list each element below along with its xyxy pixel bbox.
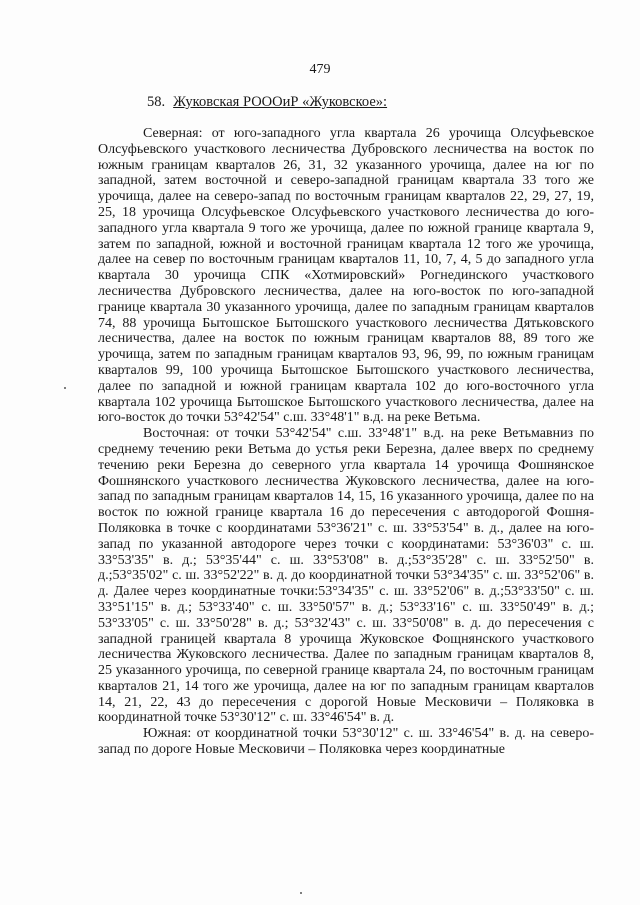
scan-speck	[64, 387, 66, 389]
paragraph-label: Восточная:	[143, 426, 210, 442]
page-number: 479	[309, 62, 331, 77]
section-heading	[147, 94, 387, 111]
scan-speck	[300, 892, 302, 894]
paragraph-north	[98, 126, 594, 426]
paragraph-text: от точки 53°42'54" с.ш. 33°48'1" в.д. на реке Ветьмавниз по среднему течению реки Ветьма до устья реки Березна, далее вверх по среднему течению реки Березна до северного угла квартала 14 урочища Фошнянское Фошнянского участкового лесничества Жуковского лесничества, далее на юго-запад по западным границам кварталов 14, 15, 16 указанного урочища, далее по на восток по южной границе квартала 16 до пересечения с автодорогой Фошня-Поляковка в точке с координатами 53°36'21" с. ш. 33°53'54" в. д., далее на юго-запад по указанной автодороге через точки с координатами: 53°36'03" с. ш. 33°53'35" в. д.; 53°35'44" с. ш. 33°53'08" в. д.;53°35'28" с. ш. 33°52'50" в. д.;53°35'02" с. ш. 33°52'22" в. д. до координатной точки 53°34'35" с. ш. 33°52'06" в. д. Далее через координатные точки:53°34'35" с. ш. 33°52'06" в. д.;53°33'50" с. ш. 33°51'15" в. д.; 53°33'40" с. ш. 33°50'57" в. д.; 53°33'16" с. ш. 33°50'49" в. д.; 53°33'05" с. ш. 33°50'28" в. д.; 53°32'43" с. ш. 33°50'08" в. д. до пересечения с западной границей квартала 8 урочища Жуковское Фощнянского участкового лесничества Жуковского лесничества. Далее по западным границам кварталов 8, 25 указанного урочища, по северной границе квартала 24, по восточным границам кварталов 21, 14 того же урочища, далее на юг по западным границам кварталов 14, 21, 22, 43 до пересечения с дорогой Новые Месковичи – Поляковка в координатной точке 53°30'12" с. ш. 33°46'54" в. д.	[98, 426, 594, 726]
paragraph-label: Северная:	[143, 126, 203, 141]
paragraph-south	[98, 726, 594, 758]
paragraph-text: от координатной точки 53°30'12" с. ш. 33°46'54" в. д. на северо-запад по дороге Новые Месковичи – Поляковка через координатные	[98, 726, 594, 758]
section-number: 58.	[147, 94, 166, 110]
paragraph-text: от юго-западного угла квартала 26 урочища Олсуфьевское Олсуфьевского участкового лесничества Дубровского лесничества на восток по южным границам кварталов 26, 31, 32 указанного урочища, далее на юг по западной, затем восточной и северо-западной границам квартала 33 того же урочища, далее на северо-запад по восточным границам кварталов 22, 29, 27, 19, 25, 18 урочища Олсуфьевское Олсуфьевского участкового лесничества до юго-западного угла квартала 9 того же урочища, далее по южной границе квартала 9, затем по западной, южной и восточной границам квартала 12 того же урочища, далее на север по восточным границам кварталов 11, 10, 7, 4, 5 до западного угла квартала 30 урочища СПК «Хотмировский» Рогнединского участкового лесничества Дубровского лесничества, далее на юго-восток по юго-западной границе квартала 30 указанного урочища, далее по западным границам кварталов 74, 88 урочища Бытошское Бытошского участкового лесничества Дятьковского лесничества, далее на восток по южным границам кварталов 88, 89 того же урочища, затем по западным границам кварталов 93, 96, 99, по южным границам кварталов 99, 100 урочища Бытошское Бытошского участкового лесничества, далее по западной и южной границам квартала 102 до юго-восточного угла квартала 102 урочища Бытошское Бытошского участкового лесничества, далее на юго-восток до точки 53°42'54" с.ш. 33°48'1" в.д. на реке Ветьма.	[98, 126, 594, 426]
section-title: Жуковская РОООиР «Жуковское»:	[173, 94, 388, 110]
paragraph-label: Южная:	[143, 726, 192, 742]
paragraph-east	[98, 426, 594, 726]
body-text	[98, 126, 594, 758]
